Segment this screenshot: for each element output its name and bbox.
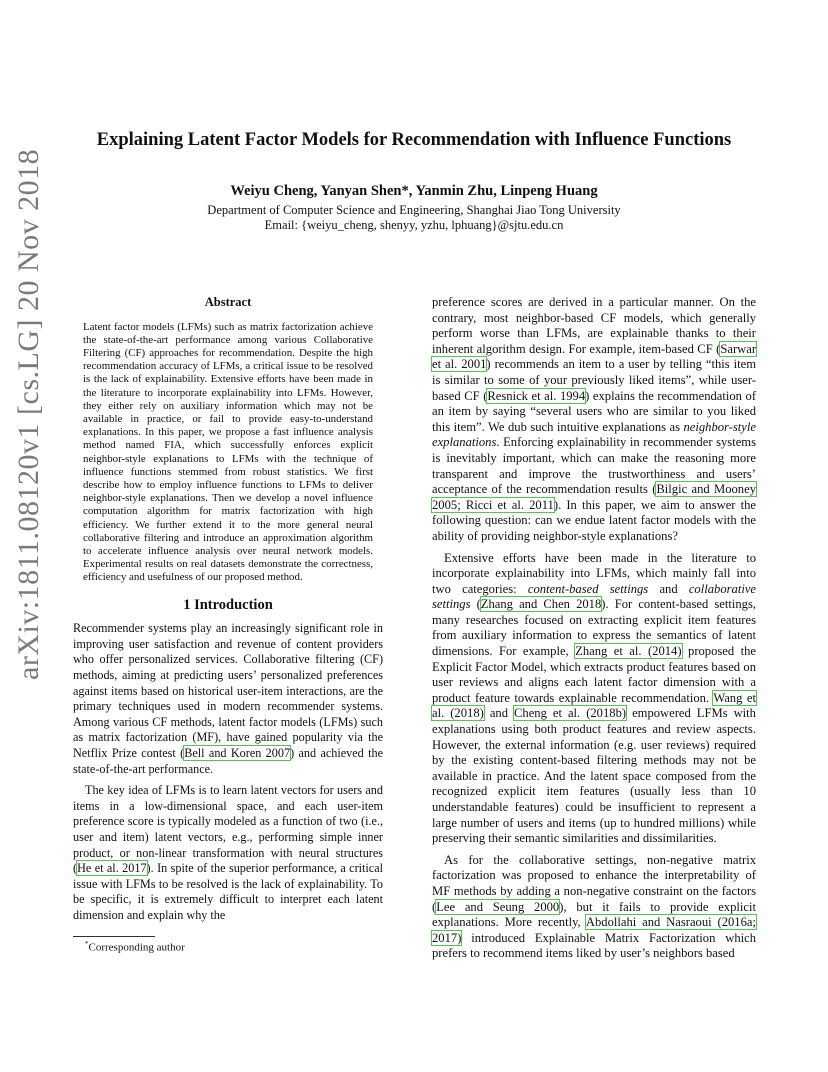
affiliation: Department of Computer Science and Engineering, Shanghai Jiao Tong University: [207, 203, 621, 217]
footnote: *Corresponding author: [85, 940, 185, 954]
text: As for the collaborative settings, non-negative matrix factorization was proposed to enhance the interpretability of MF methods by adding a non-negative constraint on the factors: [432, 852, 756, 898]
citation-link[interactable]: Lee and Seung 2000: [436, 899, 560, 914]
text: Recommender systems play an increasingly significant role in improving user satisfaction and revenue of content providers who offer personalized services. Collaborative filtering (CF) methods, aiming at predicting users’ personalized preferences against items based on historical user-item interactions, are the primary techniques used in modern recommender systems. Among various CF methods, latent factor models (LFMs) such as matrix factorization (MF), have gained popularity via the Netflix Prize contest: [73, 621, 383, 760]
text: and achieved the state-of-the-art performance.: [73, 746, 383, 776]
text: introduced Explainable Matrix Factorization which prefers to recommend items liked by user’s neighbors based: [432, 930, 756, 961]
right-paragraph-1: preference scores are derived in a particular manner. On the contrary, most neighbor-based CF models, which generally perform worse than LFMs, are explainable thanks to their inherent algorithm design. For example, item-based CF (Sarwar et al. 2001) recommends an item to a user by telling “this item is similar to some of your previously liked items”, while user-based CF (Resnick et al. 1994) explains the recommendation of an item by saying “several users who are similar to you liked this item”. We dub such intuitive explanations as neighbor-style explanations. Enforcing explainability in recommender systems is inevitably important, which can make the reasoning more transparent and improve the trustworthiness and users’ acceptance of the recommendation results (Bilgic and Mooney 2005; Ricci et al. 2011). In this paper, we aim to answer the following question: can we endue latent factor models with the ability of providing neighbor-style explanations?: [432, 295, 757, 543]
footnote-rule: [73, 936, 155, 937]
affiliation-block: [0, 203, 828, 233]
arxiv-identifier: [12, 148, 52, 680]
text: explains the recommendation of an item by saying “several users who are similar to you liked this item”. We dub such intuitive explanations as: [432, 388, 757, 434]
text: . Enforcing explainability in recommender systems is inevitably important, which can make the reasoning more transparent and improve the trustworthiness and users’ acceptance of the recommendation results: [432, 435, 756, 497]
paper-title: Explaining Latent Factor Models for Recommendation with Influence Functions: [96, 130, 732, 150]
text: The key idea of LFMs is to learn latent vectors for users and items in a low-dimensional space, and each user-item preference score is typically modeled as a function of two (i.e., user and item) latent vectors, e.g., performing simple inner product, or non-linear transformation with neural structures: [73, 783, 383, 860]
footnote-text: Corresponding author: [88, 941, 185, 954]
emphasis: content-based settings: [527, 581, 649, 596]
text: preference scores are derived in a particular manner. On the contrary, most neighbor-based CF models, which generally perform worse than LFMs, are explainable thanks to their inherent algorithm design. For example, item-based CF: [432, 295, 756, 356]
left-column: [73, 295, 383, 930]
abstract-text: Latent factor models (LFMs) such as matrix factorization achieve the state-of-the-art performance among various Collaborative Filtering (CF) approaches for recommendation. Despite the high recommendation accuracy of LFMs, a critical issue to be resolved is the lack of explainability. Extensive efforts have been made in the literature to incorporate explainability into LFMs. However, they either rely on auxiliary information which may not be available in practice, or fail to provide easy-to-understand explanations. In this paper, we propose a fast influence analysis method named FIA, which successfully enforces explicit neighbor-style explanations to LFMs with the technique of influence functions stemmed from robust statistics. We first describe how to employ influence functions to LFMs to deliver neighbor-style explanations. Then we develop a novel influence computation algorithm for matrix factorization with high efficiency. We further extend it to the more general neural collaborative filtering and introduce an approximation algorithm to accelerate influence analysis over neural network models. Experimental results on real datasets demonstrate the correctness, efficiency and usefulness of our proposed method.: [83, 320, 373, 584]
text: and: [659, 581, 678, 596]
citation-link[interactable]: Abdollahi and Nasraoui (2016a; 2017): [432, 915, 756, 945]
citation-link[interactable]: Cheng et al. (2018b): [514, 706, 627, 721]
citation-link[interactable]: Wang et al. (2018): [432, 690, 756, 721]
text: and: [489, 706, 508, 721]
intro-paragraph-2: The key idea of LFMs is to learn latent vectors for users and items in a low-dimensional space, and each user-item preference score is typically modeled as a function of two (i.e., user and item) latent vectors, e.g., performing simple inner product, or non-linear transformation with neural structures (He et al. 2017). In spite of the superior performance, a critical issue with LFMs to be resolved is the lack of explainability. To be specific, it is extremely difficult to interpret each latent dimension and explain why the: [73, 783, 383, 922]
email: Email: {weiyu_cheng, shenyy, yzhu, lphuang}@sjtu.edu.cn: [264, 218, 564, 232]
arxiv-id-text: arXiv:1811.08120v1 [cs.LG] 20 Nov 2018: [12, 148, 45, 680]
citation-link[interactable]: Resnick et al. 1994: [487, 388, 586, 403]
intro-paragraph-1: Recommender systems play an increasingly significant role in improving user satisfaction and revenue of content providers who offer personalized services. Collaborative filtering (CF) methods, aiming at predicting users’ personalized preferences against items based on historical user-item interactions, are the primary techniques used in modern recommender systems. Among various CF methods, latent factor models (LFMs) such as matrix factorization (MF), have gained popularity via the Netflix Prize contest (Bell and Koren 2007) and achieved the state-of-the-art performance.: [73, 621, 383, 776]
citation-link[interactable]: He et al. 2017: [77, 861, 147, 876]
right-paragraph-2: Extensive efforts have been made in the literature to incorporate explainability into LFMs, which mainly fall into two categories: content-based settings and collaborative settings (Zhang and Chen 2018). For content-based settings, many researches focused on extracting explicit item features from auxiliary information to express the semantics of latent dimensions. For example, Zhang et al. (2014) proposed the Explicit Factor Model, which extracts product features based on user reviews and aligns each latent factor dimension with a product feature towards explainable recommendation. Wang et al. (2018) and Cheng et al. (2018b) empowered LFMs with explanations using both product features and review aspects. However, the external information (e.g. user reviews) required by the existing content-based filtering methods may not be available in practice. And the latent space composed from the recognized explicit item features (usually less than 10 understandable features) could be insufficient to represent a large number of users and items (up to hundred millions) while preserving their semantic similarities and dissimilarities.: [432, 550, 757, 846]
text: , but it fails to provide explicit explanations. More recently,: [432, 899, 756, 930]
right-paragraph-3: As for the collaborative settings, non-negative matrix factorization was proposed to enhance the interpretability of MF methods by adding a non-negative constraint on the factors (Lee and Seung 2000), but it fails to provide explicit explanations. More recently, Abdollahi and Nasraoui (2016a; 2017) introduced Explainable Matrix Factorization which prefers to recommend items liked by user’s neighbors based: [432, 852, 756, 961]
citation-link[interactable]: Zhang and Chen 2018: [480, 597, 602, 612]
text: recommends an item to a user by telling “this item is similar to some of your previously liked items”, while user-based CF: [432, 357, 757, 403]
citation-link[interactable]: Sarwar et al. 2001: [432, 341, 757, 372]
text: . In spite of the superior performance, a critical issue with LFMs to be resolved is the lack of explainability. To be specific, it is extremely difficult to interpret each latent dimension and explain why the: [73, 861, 383, 922]
citation-link[interactable]: Zhang et al. (2014): [575, 644, 682, 659]
emphasis: neighbor-style explanations: [432, 419, 756, 450]
text: Extensive efforts have been made in the literature to incorporate explainability into LFMs, which mainly fall into two categories:: [432, 550, 756, 596]
text: proposed the Explicit Factor Model, which extracts product features based on user reviews and aligns each latent factor dimension with a product feature towards explainable recommendation.: [432, 644, 757, 705]
abstract-heading: Abstract: [204, 295, 252, 309]
citation-link[interactable]: Bilgic and Mooney 2005; Ricci et al. 2011: [432, 482, 756, 512]
emphasis: collaborative settings: [432, 581, 756, 612]
text: . In this paper, we aim to answer the following question: can we endue latent factor models with the ability of providing neighbor-style explanations?: [432, 497, 756, 543]
author-list: Weiyu Cheng, Yanyan Shen*, Yanmin Zhu, Linpeng Huang: [230, 183, 598, 199]
right-column: [432, 295, 756, 968]
citation-link[interactable]: Bell and Koren 2007: [184, 746, 291, 760]
text: empowered LFMs with explanations using both product features and review aspects. However, the external information (e.g. user reviews) required by the existing content-based filtering methods may not be available in practice. And the latent space composed from the recognized explicit item features (usually less than 10 understandable features) could be insufficient to represent a large number of users and items (up to hundred millions) while preserving their semantic similarities and dissimilarities.: [432, 706, 756, 846]
text: . For content-based settings, many researches focused on extracting explicit item features from auxiliary information to express the semantics of latent dimensions. For example,: [432, 597, 757, 659]
section-heading-introduction: 1 Introduction: [183, 596, 273, 613]
